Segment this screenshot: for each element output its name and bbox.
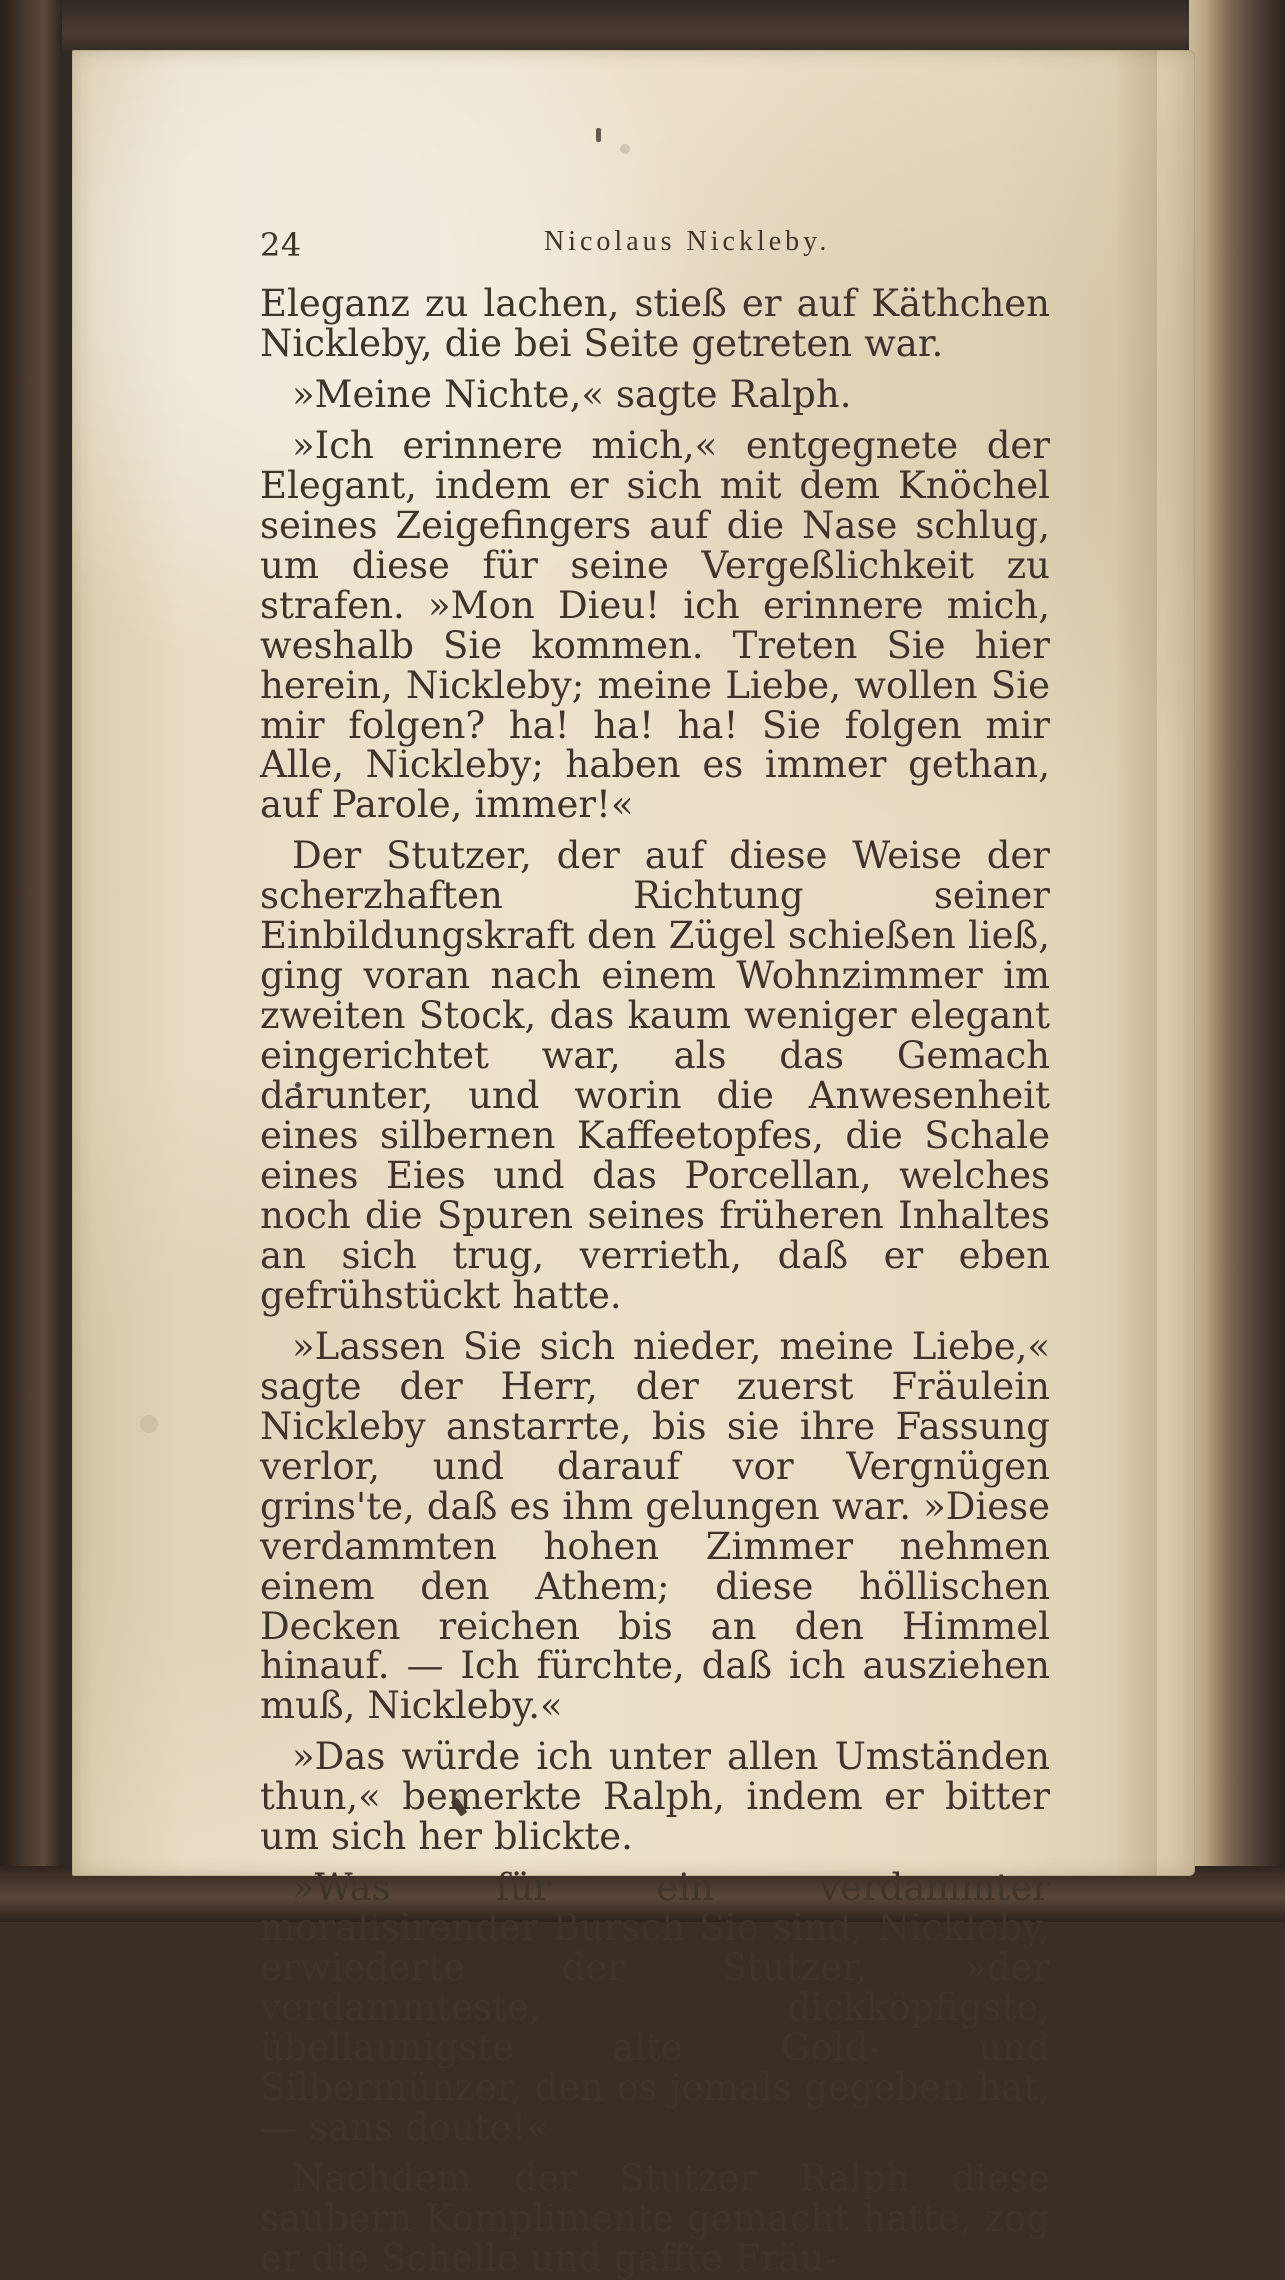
paragraph: Der Stutzer, der auf diese Weise der scherzhaften Richtung seiner Einbildungskraft den Zügel schießen ließ, ging voran nach einem Wohnzimmer im zweiten Stock, das kaum weniger elegant eingerichtet war, als das Gemach darunter, und worin die Anwesenheit eines silbernen Kaffeetopfes, die Schale eines Eies und das Porcellan, welches noch die Spuren seines früheren Inhaltes an sich trug, verrieth, daß er eben gefrühstückt hatte. [260,834,1050,1317]
running-title: Nicolaus Nickleby. [544,226,831,257]
paragraph: Eleganz zu lachen, stieß er auf Käthchen Nickleby, die bei Seite getreten war. [260,282,1050,365]
paper-page [72,50,1195,2280]
page-header [260,226,1020,272]
paragraph: »Lassen Sie sich nieder, meine Liebe,« sagte der Herr, der zuerst Fräulein Nickleby anstarrte, bis sie ihre Fassung verlor, und darauf vor Vergnügen grins'te, daß es ihm gelungen war. »Diese verdammten hohen Zimmer nehmen einem den Athem; diese höllischen Decken reichen bis an den Himmel hinauf. — Ich fürchte, daß ich ausziehen muß, Nickleby.« [260,1324,1050,1728]
paragraph: Nachdem der Stutzer Ralph diese saubern Komplimente gemacht hatte, zog er die Schelle und gaffte Fräu- [260,2156,1050,2280]
top-book-edge [0,0,1285,54]
paragraph: »Ich erinnere mich,« entgegnete der Elegant, indem er sich mit dem Knöchel seines Zeigefingers auf die Nase schlug, um diese für seine Vergeßlichkeit zu strafen. »Mon Dieu! ich erinnere mich, weshalb Sie kommen. Treten Sie hier herein, Nickleby; meine Liebe, wollen Sie mir folgen? ha! ha! ha! Sie folgen mir Alle, Nickleby; haben es immer gethan, auf Parole, immer!« [260,423,1050,827]
paragraph: »Was für ein verdammter moralisirender Bursch Sie sind, Nickleby, erwiederte der Stutzer, »der verdammteste, dickköpfigste, übellaunigste alte Gold- und Silbermünzer, den es jemals gegeben hat, — sans doute!« [260,1866,1050,2149]
page-gutter-shadow [1115,50,1157,1876]
left-book-cover-edge [0,0,62,1922]
paragraph: »Meine Nichte,« sagte Ralph. [292,372,852,416]
ink-mark [596,128,601,142]
page-number: 24 [260,226,302,264]
paper-stain [140,1415,158,1433]
right-book-cover-edge [1189,0,1285,1922]
paragraph: »Das würde ich unter allen Umständen thun,« bemerkte Ralph, indem er bitter um sich her blickte. [260,1735,1050,1859]
body-text [260,282,1050,2280]
paper-mark [620,144,630,154]
